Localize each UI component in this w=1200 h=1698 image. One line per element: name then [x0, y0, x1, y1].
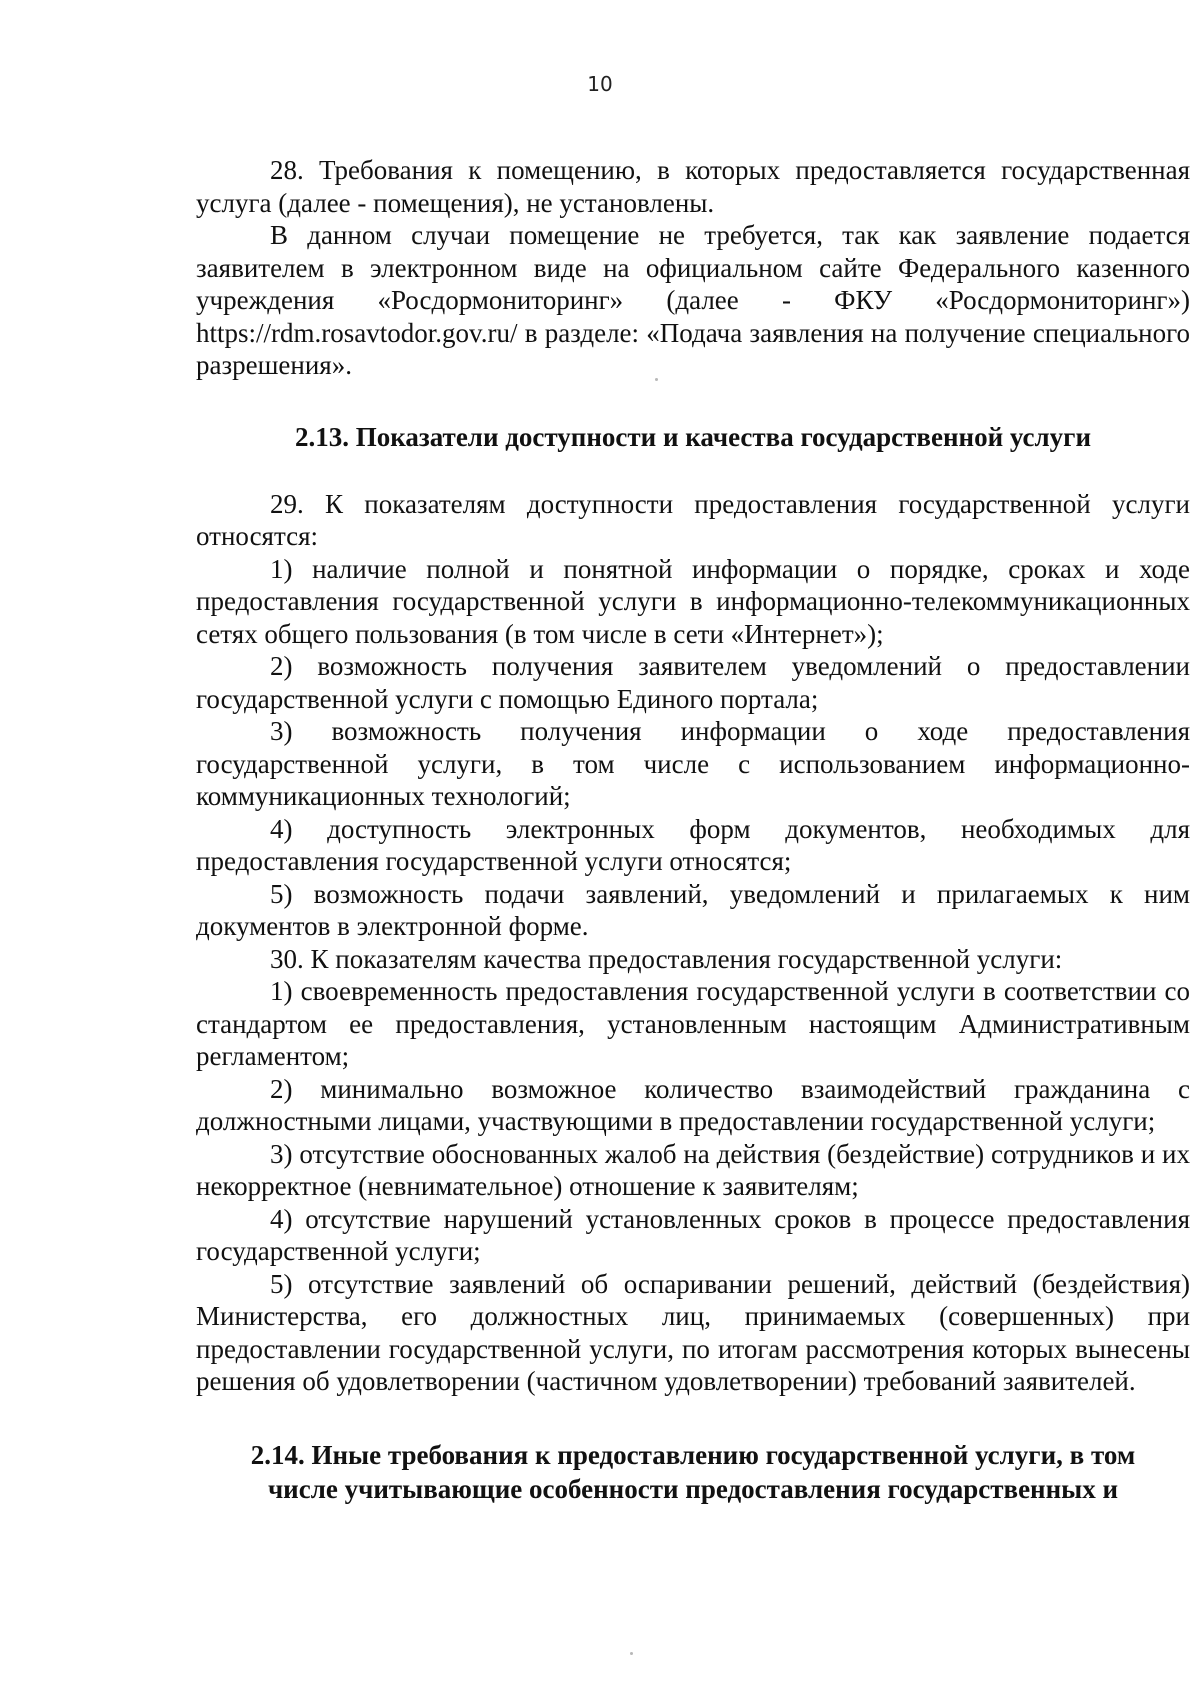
list-item-29-4: 4) доступность электронных форм документов, необходимых для предоставления государственной услуги относятся; — [196, 813, 1190, 876]
list-item-30-2: 2) минимально возможное количество взаимодействий гражданина с должностными лицами, участвующими в предоставлении государственной услуги; — [196, 1073, 1190, 1136]
list-item-30-4: 4) отсутствие нарушений установленных сроков в процессе предоставления государственной услуги; — [196, 1203, 1190, 1266]
scan-speck — [655, 378, 658, 381]
paragraph-29: 29. К показателям доступности предоставления государственной услуги относятся: — [196, 488, 1190, 551]
document-body — [196, 154, 1190, 1506]
page-number: 10 — [587, 72, 613, 96]
list-item-30-5: 5) отсутствие заявлений об оспаривании решений, действий (бездействия) Министерства, его должностных лиц, принимаемых (совершенных) при предоставлении государственной услуги, по итогам рассмотрения которых вынесены решения об удовлетворении (частичном удовлетворении) требований заявителей. — [196, 1268, 1190, 1396]
section-heading-2-14-line2: числе учитывающие особенности предоставления государственных и — [267, 1473, 1119, 1504]
list-item-29-2: 2) возможность получения заявителем уведомлений о предоставлении государственной услуги с помощью Единого портала; — [196, 651, 1190, 714]
list-item-29-5: 5) возможность подачи заявлений, уведомлений и прилагаемых к ним документов в электронной форме. — [196, 878, 1190, 941]
paragraph-28-note: В данном случаи помещение не требуется, так как заявление подается заявителем в электронном виде на официальном сайте Федерального казенного учреждения «Росдормониторинг» (далее - ФКУ «Росдормониторинг») https://rdm.rosavtodor.gov.ru/ в разделе: «Подача заявления на получение специального разрешения». — [196, 220, 1190, 380]
section-heading-2-14-line1: 2.14. Иные требования к предоставлению государственной услуги, в том — [250, 1439, 1136, 1470]
list-item-30-3: 3) отсутствие обоснованных жалоб на действия (бездействие) сотрудников и их некорректное (невнимательное) отношение к заявителям; — [196, 1138, 1190, 1201]
list-item-29-1: 1) наличие полной и понятной информации о порядке, сроках и ходе предоставления государственной услуги в информационно-телекоммуникационных сетях общего пользования (в том числе в сети «Интернет»); — [196, 553, 1190, 649]
paragraph-28: 28. Требования к помещению, в которых предоставляется государственная услуга (далее - помещения), не установлены. — [196, 155, 1190, 218]
list-item-29-3: 3) возможность получения информации о ходе предоставления государственной услуги, в том числе с использованием информационно-коммуникационных технологий; — [196, 716, 1190, 811]
scan-speck — [630, 1652, 633, 1655]
section-heading-2-13: 2.13. Показатели доступности и качества государственной услуги — [295, 421, 1091, 452]
section-heading-2-14 — [196, 1438, 1190, 1506]
paragraph-30: 30. К показателям качества предоставления государственной услуги: — [270, 943, 1063, 974]
list-item-30-1: 1) своевременность предоставления государственной услуги в соответствии со стандартом ее предоставления, установленным настоящим Административным регламентом; — [196, 976, 1190, 1071]
